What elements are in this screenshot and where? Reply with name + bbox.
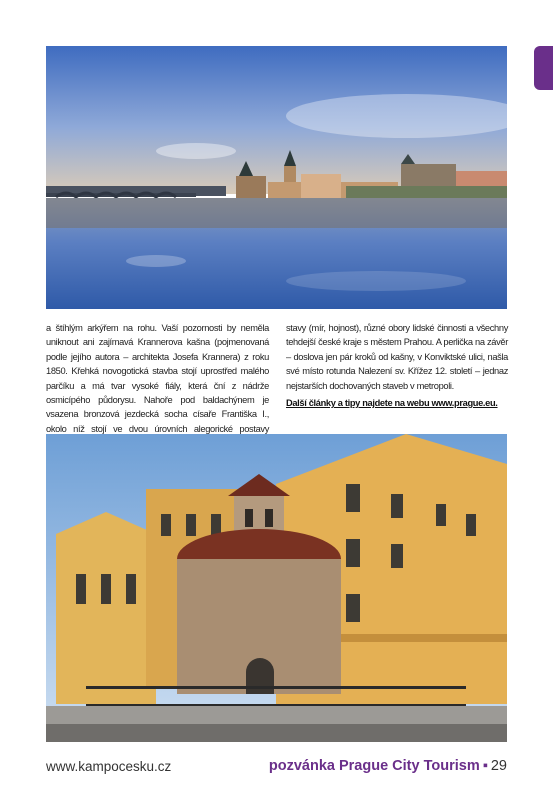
charles-bridge-photo [46,46,507,309]
section-tab-marker [534,46,553,90]
prague-eu-link[interactable]: Další články a tipy najdete na webu www.prague.eu. [286,398,498,409]
article-text-right: stavy (mír, hojnost), různé obory lidské činnosti a všechny tehdejší české kraje s městem Prahou. A perlička na závěr – doslova jen pár kroků od kašny, v Konviktské ulici, našla své místo rotunda Nalezení sv. Křížez 12. století – jednaz nejstarších dochovaných staveb v metropoli. [286,323,508,391]
footer-publication-title: pozvánka Prague City Tourism [268,758,480,774]
rotunda-photo [46,434,507,742]
article-text-left: a štíhlým arkýřem na rohu. Vaší pozornosti by neměla uniknout ani zajímavá Krannerova kašna (pojmenovaná podle jejího autora – architekta Josefa Krannera) z roku 1850. Křehká novogotická stavba stojí uprostřed malého parčíku a má tvar vysoké fiály, která ční z nádrže osmicípého půdorysu. Nahoře pod baldachýnem je vsazena bronzová jezdecká socha císaře Františka I., okolo níž stojí ve dvou úrovních alegorické postavy [46,323,269,434]
footer-separator: ▪ [482,758,488,774]
footer-publication [269,758,507,774]
page-number: 29 [490,758,507,774]
article-right-column [286,321,508,410]
footer-website[interactable]: www.kampocesku.cz [46,759,172,774]
article-left-column [46,321,269,451]
